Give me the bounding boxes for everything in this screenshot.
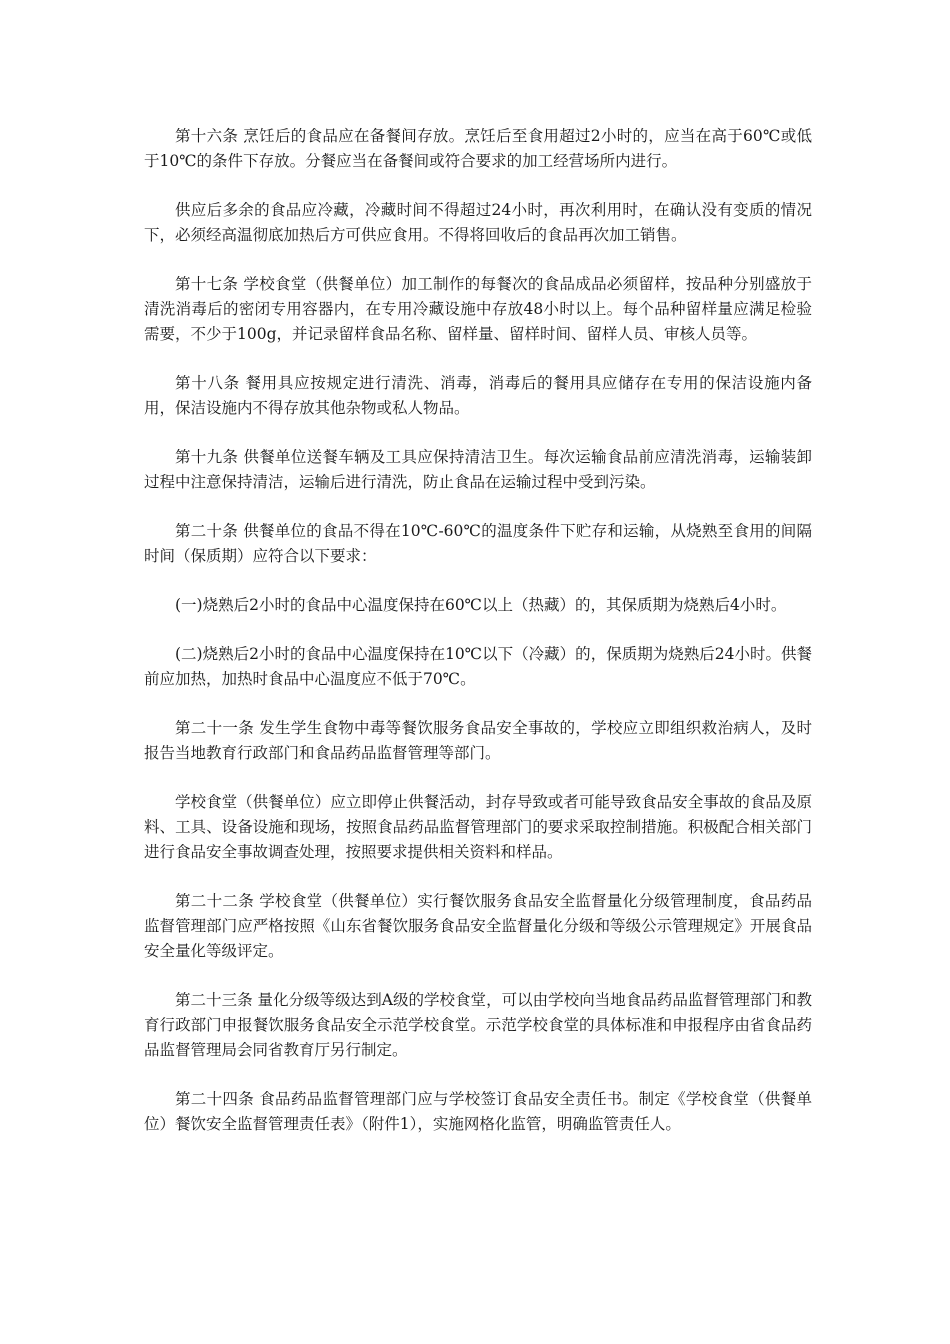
paragraph-leftover-food: 供应后多余的食品应冷藏，冷藏时间不得超过24小时，再次利用时，在确认没有变质的情况下，必须经高温彻底加热后方可供应食用。不得将回收后的食品再次加工销售。 [144, 201, 812, 244]
paragraph-article-17: 第十七条 学校食堂（供餐单位）加工制作的每餐次的食品成品必须留样，按品种分别盛放于清洗消毒后的密闭专用容器内，在专用冷藏设施中存放48小时以上。每个品种留样量应满足检验需要，不少于100g，并记录留样食品名称、留样量、留样时间、留样人员、审核人员等。 [144, 275, 812, 343]
paragraph-item-1: (一)烧熟后2小时的食品中心温度保持在60℃以上（热藏）的，其保质期为烧熟后4小时。 [175, 596, 787, 614]
paragraph-article-23: 第二十三条 量化分级等级达到A级的学校食堂，可以由学校向当地食品药品监督管理部门和教育行政部门申报餐饮服务食品安全示范学校食堂。示范学校食堂的具体标准和申报程序由省食品药品监督管理局会同省教育厅另行制定。 [144, 991, 812, 1059]
paragraph-item-2: (二)烧熟后2小时的食品中心温度保持在10℃以下（冷藏）的，保质期为烧熟后24小时。供餐前应加热，加热时食品中心温度应不低于70℃。 [144, 645, 812, 688]
paragraph-canteen-response: 学校食堂（供餐单位）应立即停止供餐活动，封存导致或者可能导致食品安全事故的食品及原料、工具、设备设施和现场，按照食品药品监督管理部门的要求采取控制措施。积极配合相关部门进行食品安全事故调查处理，按照要求提供相关资料和样品。 [144, 793, 812, 861]
document-body [144, 124, 812, 1161]
paragraph-article-16: 第十六条 烹饪后的食品应在备餐间存放。烹饪后至食用超过2小时的，应当在高于60℃或低于10℃的条件下存放。分餐应当在备餐间或符合要求的加工经营场所内进行。 [144, 127, 812, 170]
paragraph-article-22: 第二十二条 学校食堂（供餐单位）实行餐饮服务食品安全监督量化分级管理制度，食品药品监督管理部门应严格按照《山东省餐饮服务食品安全监督量化分级和等级公示管理规定》开展食品安全量化等级评定。 [144, 892, 812, 960]
paragraph-article-20: 第二十条 供餐单位的食品不得在10℃-60℃的温度条件下贮存和运输，从烧熟至食用的间隔时间（保质期）应符合以下要求： [144, 522, 812, 565]
paragraph-article-24: 第二十四条 食品药品监督管理部门应与学校签订食品安全责任书。制定《学校食堂（供餐单位）餐饮安全监督管理责任表》（附件1），实施网格化监管，明确监管责任人。 [144, 1090, 812, 1133]
paragraph-article-19: 第十九条 供餐单位送餐车辆及工具应保持清洁卫生。每次运输食品前应清洗消毒，运输装卸过程中注意保持清洁，运输后进行清洗，防止食品在运输过程中受到污染。 [144, 448, 812, 491]
paragraph-article-21: 第二十一条 发生学生食物中毒等餐饮服务食品安全事故的，学校应立即组织救治病人，及时报告当地教育行政部门和食品药品监督管理等部门。 [144, 719, 812, 762]
paragraph-article-18: 第十八条 餐用具应按规定进行清洗、消毒，消毒后的餐用具应储存在专用的保洁设施内备用，保洁设施内不得存放其他杂物或私人物品。 [144, 374, 812, 417]
